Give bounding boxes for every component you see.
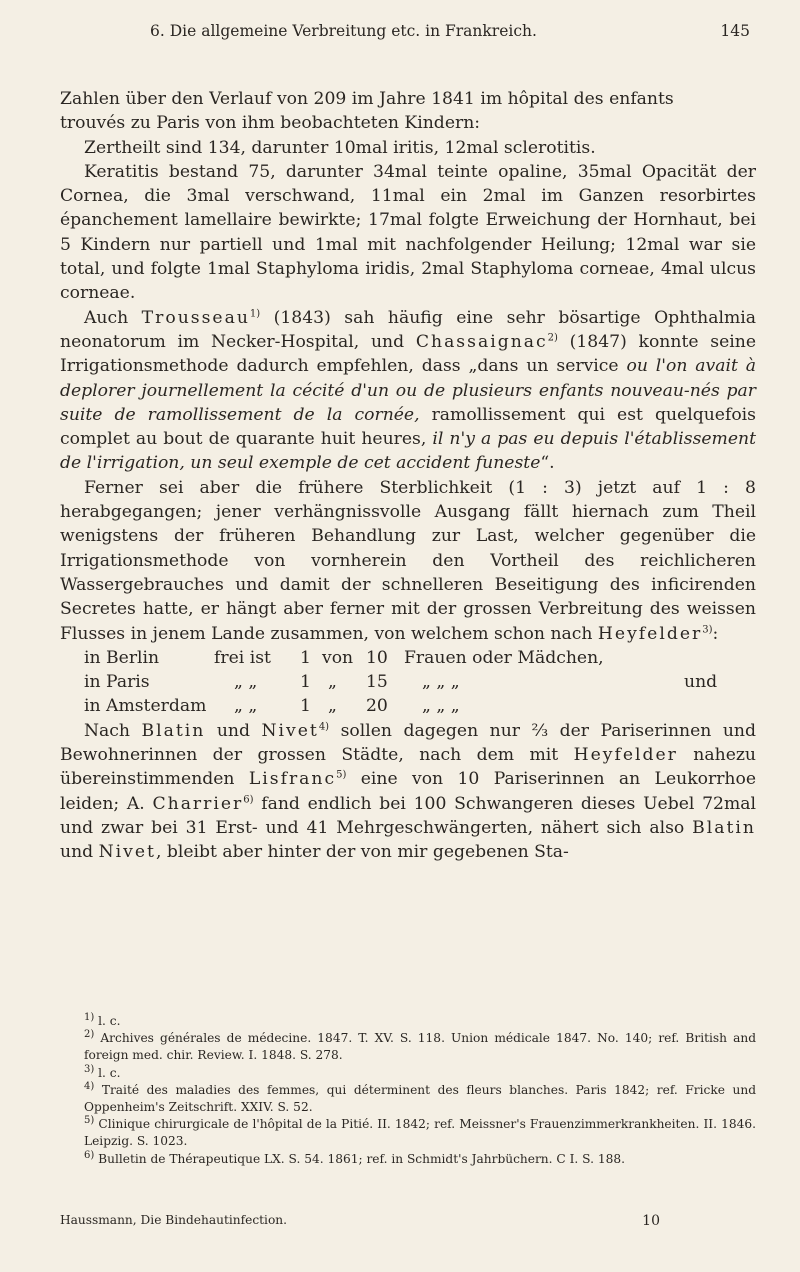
- author-name: Chassaignac: [415, 331, 548, 352]
- footnote: [60, 1030, 756, 1064]
- author-name: Blatin: [692, 817, 756, 838]
- text-run: eine von 10 Pariserinnen an Leukorrhoe leiden; A.: [60, 769, 757, 814]
- footnote-text: Clinique chirurgicale de l'hôpital de la Pitié. II. 1842; ref. Meissner's Frauenzimmerkrankheiten. II. 1846. Leipzig. S. 1023.: [84, 1117, 756, 1149]
- footnote: [60, 1151, 756, 1168]
- signature-mark: 10: [642, 1213, 660, 1229]
- prefix: „ „: [234, 696, 258, 717]
- text-run: ramollissement qui est quelquefois complet au bout de quarante huit heures,: [60, 404, 756, 450]
- paragraph-3: Keratitis bestand 75, darunter 34mal teinte opaline, 35mal Opacität der Cornea, die 3mal verschwand, 11mal ein 2mal im Ganzen resorbirtes épanchement lamellaire bewirkte; 17mal folgte Erweichung der Hornhaut, bei 5 Kindern nur partiell und 1mal mit nachfolgender Heilung; 12mal war sie total, und folgte 1mal Staphyloma iridis, 2mal Staphyloma corneae, 4mal ulcus corneae.: [60, 161, 756, 304]
- footnote-mark: 3): [84, 1063, 95, 1075]
- running-title: 6. Die allgemeine Verbreitung etc. in Frankreich.: [150, 22, 537, 40]
- footnote-text: Archives générales de médecine. 1847. T. XV. S. 118. Union médicale 1847. No. 140; ref. British and foreign med. chir. Review. I. 1848. S. 278.: [84, 1031, 757, 1063]
- footnote-ref: 6): [243, 793, 254, 805]
- paragraph-6: [60, 719, 756, 865]
- text-run: sollen dagegen nur ⅔ der Pariserinnen und Bewohnerinnen der grossen Städte, nach dem mit: [60, 720, 756, 766]
- prefix: „ „: [234, 672, 258, 693]
- text-run: fand endlich bei 100 Schwangeren dieses Uebel 72mal und zwar bei 31 Erst- und 41 Mehrgeschwängerten, nähert sich also: [60, 793, 756, 838]
- footnote-mark: 6): [84, 1149, 95, 1161]
- num: 1: [300, 696, 311, 717]
- rest: Frauen oder Mädchen,: [404, 647, 604, 668]
- total: 10: [366, 647, 388, 668]
- footnote-mark: 2): [84, 1029, 95, 1041]
- footnote-mark: 1): [84, 1011, 95, 1023]
- paragraph-1-line-2: trouvés zu Paris von ihm beobachteten Kindern:: [60, 113, 481, 134]
- author-name: Nivet: [261, 720, 319, 741]
- author-name: Heyfelder: [597, 623, 703, 644]
- num: 1: [300, 647, 311, 668]
- footnote: [60, 1013, 756, 1030]
- von: von: [322, 647, 354, 668]
- footnote-ref: 2): [547, 332, 558, 344]
- quote-italic: ou l'on avait à deplorer journellement la cécité d'un ou de plusieurs enfants nouveau-nés par suite de ramollissement de la cornée,: [60, 356, 756, 425]
- rest: „ „ „: [422, 696, 460, 717]
- place: in Paris: [84, 672, 150, 693]
- tail: und: [684, 672, 718, 693]
- text-run: “.: [540, 453, 555, 474]
- text-run: , bleibt aber hinter der von mir gegebenen Sta-: [155, 842, 569, 863]
- footnote-mark: 4): [84, 1080, 95, 1092]
- text-run: Ferner sei aber die frühere Sterblichkeit (1 : 3) jetzt auf 1 : 8 herabgegangen; jener verhängnissvolle Ausgang fällt hiernach zum Theil wenigstens der früheren Behandlung zur Last, welcher gegenüber die Irrigationsmethode von vornherein den Vortheil des reichlicheren Wassergebrauches und damit der schnelleren Beseitigung des inficirenden Secretes hatte, er hängt aber ferner mit der grossen Verbreitung des weissen Flusses in jenem Lande zusammen, von welchem schon nach: [60, 477, 756, 644]
- rest: „ „ „: [422, 672, 460, 693]
- footnote-ref: 1): [249, 307, 261, 319]
- total: 15: [366, 672, 388, 693]
- table-row: [84, 646, 756, 670]
- page-number: 145: [720, 22, 750, 40]
- author-name: Charrier: [152, 793, 244, 814]
- author-name: Trousseau: [141, 307, 250, 328]
- footnote-text: l. c.: [98, 1065, 121, 1080]
- total: 20: [366, 696, 388, 717]
- footnote-text: Bulletin de Thérapeutique LX. S. 54. 1861; ref. in Schmidt's Jahrbüchern. C I. S. 188.: [98, 1151, 625, 1166]
- author-name: Lisfranc: [248, 769, 337, 790]
- main-text: [60, 87, 756, 865]
- author-name: Blatin: [141, 720, 206, 741]
- footnote-mark: 5): [84, 1115, 95, 1127]
- footnote-text: l. c.: [98, 1014, 121, 1028]
- place: in Berlin: [84, 647, 160, 668]
- footnote: [60, 1065, 756, 1082]
- statistics-table: [84, 646, 756, 719]
- text-run: (1847) konnte seine Irrigationsmethode dadurch empfehlen, dass „dans un service: [60, 331, 756, 377]
- footnotes: [60, 1013, 756, 1168]
- footnote: [60, 1116, 756, 1150]
- footnote-text: Traité des maladies des femmes, qui déterminent des fleurs blanches. Paris 1842; ref. Fricke und Oppenheim's Zeitschrift. XXIV. S. 52.: [84, 1082, 757, 1115]
- prefix: frei ist: [214, 647, 271, 668]
- footnote-ref: 3): [702, 623, 713, 635]
- paragraph-2: Zertheilt sind 134, darunter 10mal iritis, 12mal sclerotitis.: [84, 137, 596, 158]
- von: „: [328, 672, 337, 693]
- text-run: Nach: [84, 720, 142, 741]
- imprint: Haussmann, Die Bindehautinfection.: [60, 1213, 288, 1227]
- table-row: [84, 694, 756, 718]
- paragraph-5: [60, 476, 756, 646]
- author-name: Heyfelder: [573, 745, 678, 766]
- text-run: und: [205, 720, 262, 741]
- paragraph-1: [60, 87, 756, 136]
- running-header: [150, 22, 750, 44]
- text-run: Auch: [84, 307, 142, 328]
- von: „: [328, 696, 337, 717]
- quote-italic: il n'y a pas eu depuis l'établissement de l'irrigation, un seul exemple de cet accident funeste: [60, 429, 757, 474]
- text-run: (1843) sah häufig eine sehr bösartige Ophthalmia neonatorum im Necker-Hospital, und: [60, 307, 756, 352]
- text-run: nahezu übereinstimmenden: [60, 745, 756, 790]
- author-name: Nivet: [98, 842, 156, 863]
- paragraph-1-line-1: Zahlen über den Verlauf von 209 im Jahre 1841 im hôpital des enfants: [60, 89, 674, 109]
- place: in Amsterdam: [84, 696, 207, 717]
- text-run: und: [60, 842, 99, 863]
- footnote-ref: 5): [336, 769, 347, 781]
- page-footer: [60, 1213, 660, 1227]
- num: 1: [300, 672, 311, 693]
- text-run: :: [712, 623, 719, 644]
- footnote: [60, 1082, 756, 1116]
- table-row: [84, 670, 756, 694]
- footnote-ref: 4): [318, 720, 330, 732]
- paragraph-4: [60, 306, 756, 476]
